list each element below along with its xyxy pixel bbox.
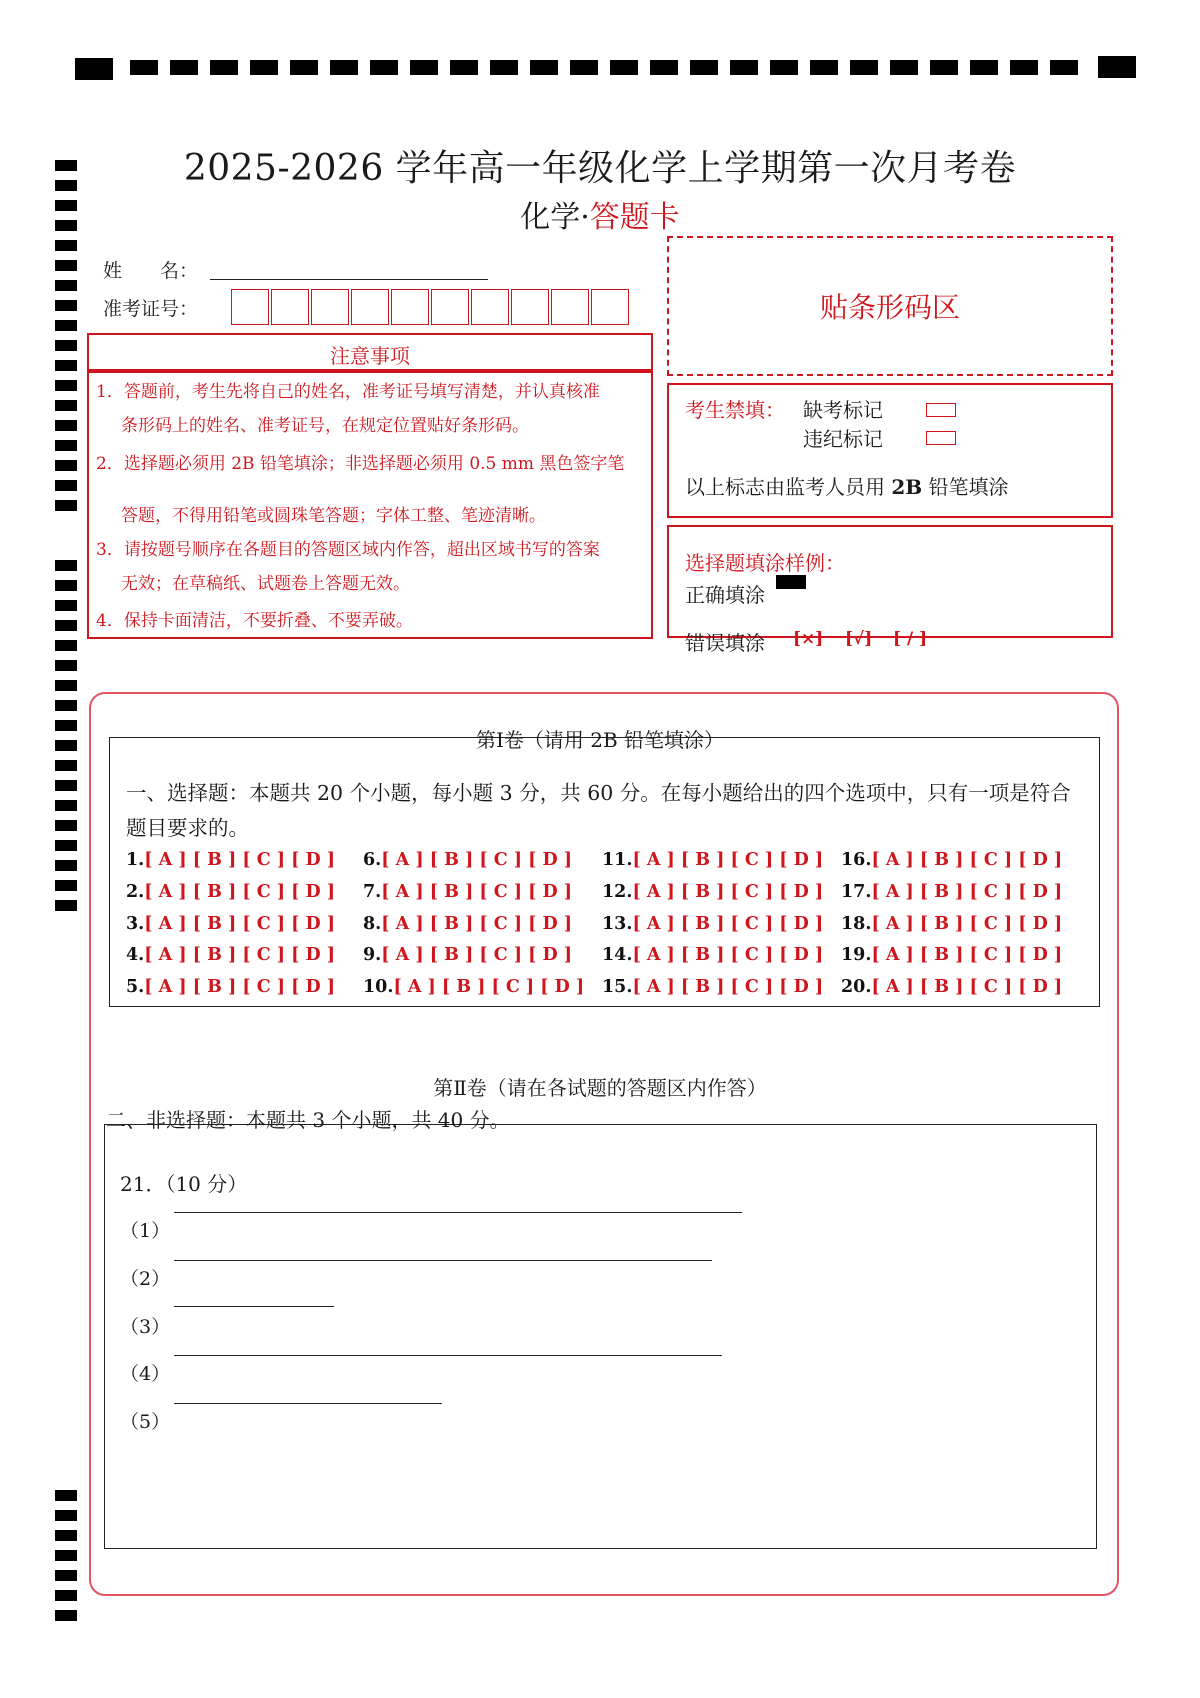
option-bubbles[interactable]: [ A ] [ B ] [ C ] [ D ] [381, 882, 573, 902]
option-bubbles[interactable]: [ A ] [ B ] [ C ] [ D ] [871, 850, 1063, 870]
barcode-area [667, 236, 1113, 376]
option-bubbles[interactable]: [ A ] [ B ] [ C ] [ D ] [871, 977, 1063, 997]
note-line: 1．答题前，考生先将自己的姓名，准考证号填写清楚，并认真核准 [96, 382, 600, 402]
choice-question-12 [602, 882, 823, 902]
choice-question-5 [126, 977, 335, 997]
absent-mark-box[interactable] [926, 403, 956, 417]
question-number: 3. [126, 914, 145, 934]
option-bubbles[interactable]: [ A ] [ B ] [ C ] [ D ] [871, 945, 1063, 965]
wrong-fill-label: 错误填涂 [685, 631, 765, 655]
wrong-mark-check: [√] [845, 629, 873, 649]
exam-id-digit-box[interactable] [471, 289, 509, 325]
question-number: 11. [602, 850, 633, 870]
name-label: 姓 名： [103, 260, 199, 282]
option-bubbles[interactable]: [ A ] [ B ] [ C ] [ D ] [144, 914, 336, 934]
exam-id-label: 准考证号： [103, 298, 199, 320]
violation-label: 违纪标记 [803, 427, 883, 451]
choice-question-16 [841, 850, 1062, 870]
option-bubbles[interactable]: [ A ] [ B ] [ C ] [ D ] [632, 914, 824, 934]
option-bubbles[interactable]: [ A ] [ B ] [ C ] [ D ] [381, 945, 573, 965]
choice-question-13 [602, 914, 823, 934]
question-number: 19. [841, 945, 872, 965]
note-line: 2．选择题必须用 2B 铅笔填涂；非选择题必须用 0.5 mm 黑色签字笔 [96, 454, 625, 474]
choice-question-2 [126, 882, 335, 902]
note-line: 3．请按题号顺序在各题目的答题区域内作答，超出区域书写的答案 [96, 540, 600, 560]
exam-id-digit-box[interactable] [431, 289, 469, 325]
choice-question-14 [602, 945, 823, 965]
choice-question-8 [363, 914, 572, 934]
q21-label: 21．（10 分） [120, 1172, 248, 1196]
option-bubbles[interactable]: [ A ] [ B ] [ C ] [ D ] [632, 977, 824, 997]
exam-id-digit-box[interactable] [271, 289, 309, 325]
exam-id-digit-box[interactable] [311, 289, 349, 325]
part2-instruction: 二、非选择题：本题共 3 个小题，共 40 分。 [106, 1108, 510, 1132]
question-number: 9. [363, 945, 382, 965]
question-number: 5. [126, 977, 145, 997]
question-number: 7. [363, 882, 382, 902]
part1-title: 第Ⅰ卷（请用 2B 铅笔填涂） [475, 728, 725, 752]
exam-id-digit-box[interactable] [391, 289, 429, 325]
option-bubbles[interactable]: [ A ] [ B ] [ C ] [ D ] [632, 945, 824, 965]
choice-question-3 [126, 914, 335, 934]
question-number: 12. [602, 882, 633, 902]
option-bubbles[interactable]: [ A ] [ B ] [ C ] [ D ] [381, 850, 573, 870]
question-number: 8. [363, 914, 382, 934]
sample-title: 选择题填涂样例： [685, 551, 845, 575]
question-number: 16. [841, 850, 872, 870]
exam-id-digit-box[interactable] [551, 289, 589, 325]
part1-instruction: 一、选择题：本题共 20 个小题，每小题 3 分，共 60 分。在每小题给出的四个选项中，只有一项是符合 [126, 781, 1071, 805]
barcode-label: 贴条形码区 [819, 291, 960, 324]
choice-question-11 [602, 850, 823, 870]
proctor-label: 考生禁填： [685, 398, 785, 422]
question-number: 10. [363, 977, 394, 997]
question-number: 14. [602, 945, 633, 965]
answer-line-5[interactable] [174, 1403, 442, 1404]
choice-question-1 [126, 850, 335, 870]
option-bubbles[interactable]: [ A ] [ B ] [ C ] [ D ] [144, 945, 336, 965]
absent-label: 缺考标记 [803, 398, 883, 422]
exam-id-digit-box[interactable] [231, 289, 269, 325]
question-number: 20. [841, 977, 872, 997]
proctor-note-tail: 铅笔填涂 [928, 475, 1009, 499]
question-number: 13. [602, 914, 633, 934]
name-input-line[interactable] [210, 279, 488, 280]
proctor-note-text: 以上标志由监考人员用 [685, 475, 885, 499]
question-number: 4. [126, 945, 145, 965]
question-number: 17. [841, 882, 872, 902]
notes-header [87, 333, 653, 371]
choice-question-19 [841, 945, 1062, 965]
question-number: 18. [841, 914, 872, 934]
sub-question-label: （1） [120, 1220, 171, 1242]
exam-id-digit-box[interactable] [351, 289, 389, 325]
wrong-mark-slash: [ / ] [893, 629, 928, 649]
choice-question-6 [363, 850, 572, 870]
option-bubbles[interactable]: [ A ] [ B ] [ C ] [ D ] [632, 882, 824, 902]
choice-question-4 [126, 945, 335, 965]
option-bubbles[interactable]: [ A ] [ B ] [ C ] [ D ] [393, 977, 585, 997]
correct-fill-mark [776, 575, 806, 589]
part2-box [104, 1124, 1097, 1549]
choice-question-15 [602, 977, 823, 997]
answer-line-3[interactable] [174, 1306, 334, 1307]
option-bubbles[interactable]: [ A ] [ B ] [ C ] [ D ] [144, 850, 336, 870]
choice-question-20 [841, 977, 1062, 997]
note-line: 4．保持卡面清洁，不要折叠、不要弄破。 [96, 611, 413, 631]
page-subtitle [0, 192, 1200, 236]
proctor-note-bold: 2B [891, 475, 923, 499]
option-bubbles[interactable]: [ A ] [ B ] [ C ] [ D ] [381, 914, 573, 934]
note-line: 无效；在草稿纸、试题卷上答题无效。 [121, 574, 410, 594]
sub-question-label: （4） [120, 1363, 171, 1385]
option-bubbles[interactable]: [ A ] [ B ] [ C ] [ D ] [144, 882, 336, 902]
note-line: 答题，不得用铅笔或圆珠笔答题；字体工整、笔迹清晰。 [121, 506, 546, 526]
proctor-note [685, 471, 1009, 500]
choice-question-17 [841, 882, 1062, 902]
choice-question-9 [363, 945, 572, 965]
question-number: 6. [363, 850, 382, 870]
question-number: 15. [602, 977, 633, 997]
choice-question-7 [363, 882, 572, 902]
part1-instruction-cont: 题目要求的。 [126, 816, 249, 840]
exam-id-digit-box[interactable] [511, 289, 549, 325]
answer-line-4[interactable] [174, 1355, 722, 1356]
wrong-mark-x: [×] [793, 629, 824, 649]
correct-fill-label: 正确填涂 [685, 583, 765, 607]
violation-mark-box[interactable] [926, 431, 956, 445]
page-title: 2025-2026 学年高一年级化学上学期第一次月考卷 [183, 148, 1017, 189]
choice-question-10 [363, 977, 584, 997]
subtitle-answer-card: 答题卡 [589, 200, 680, 235]
part2-title: 第Ⅱ卷（请在各试题的答题区内作答） [433, 1076, 767, 1100]
option-bubbles[interactable]: [ A ] [ B ] [ C ] [ D ] [144, 977, 336, 997]
exam-id-digit-box[interactable] [591, 289, 629, 325]
option-bubbles[interactable]: [ A ] [ B ] [ C ] [ D ] [632, 850, 824, 870]
answer-line-1[interactable] [174, 1212, 742, 1213]
answer-line-2[interactable] [174, 1260, 712, 1261]
question-number: 1. [126, 850, 145, 870]
option-bubbles[interactable]: [ A ] [ B ] [ C ] [ D ] [871, 914, 1063, 934]
sub-question-label: （5） [120, 1411, 171, 1433]
notes-title: 注意事项 [330, 344, 410, 368]
option-bubbles[interactable]: [ A ] [ B ] [ C ] [ D ] [871, 882, 1063, 902]
subtitle-subject: 化学· [520, 200, 590, 235]
sub-question-label: （3） [120, 1316, 171, 1338]
choice-question-18 [841, 914, 1062, 934]
question-number: 2. [126, 882, 145, 902]
sub-question-label: （2） [120, 1268, 171, 1290]
note-line: 条形码上的姓名、准考证号，在规定位置贴好条形码。 [121, 416, 529, 436]
